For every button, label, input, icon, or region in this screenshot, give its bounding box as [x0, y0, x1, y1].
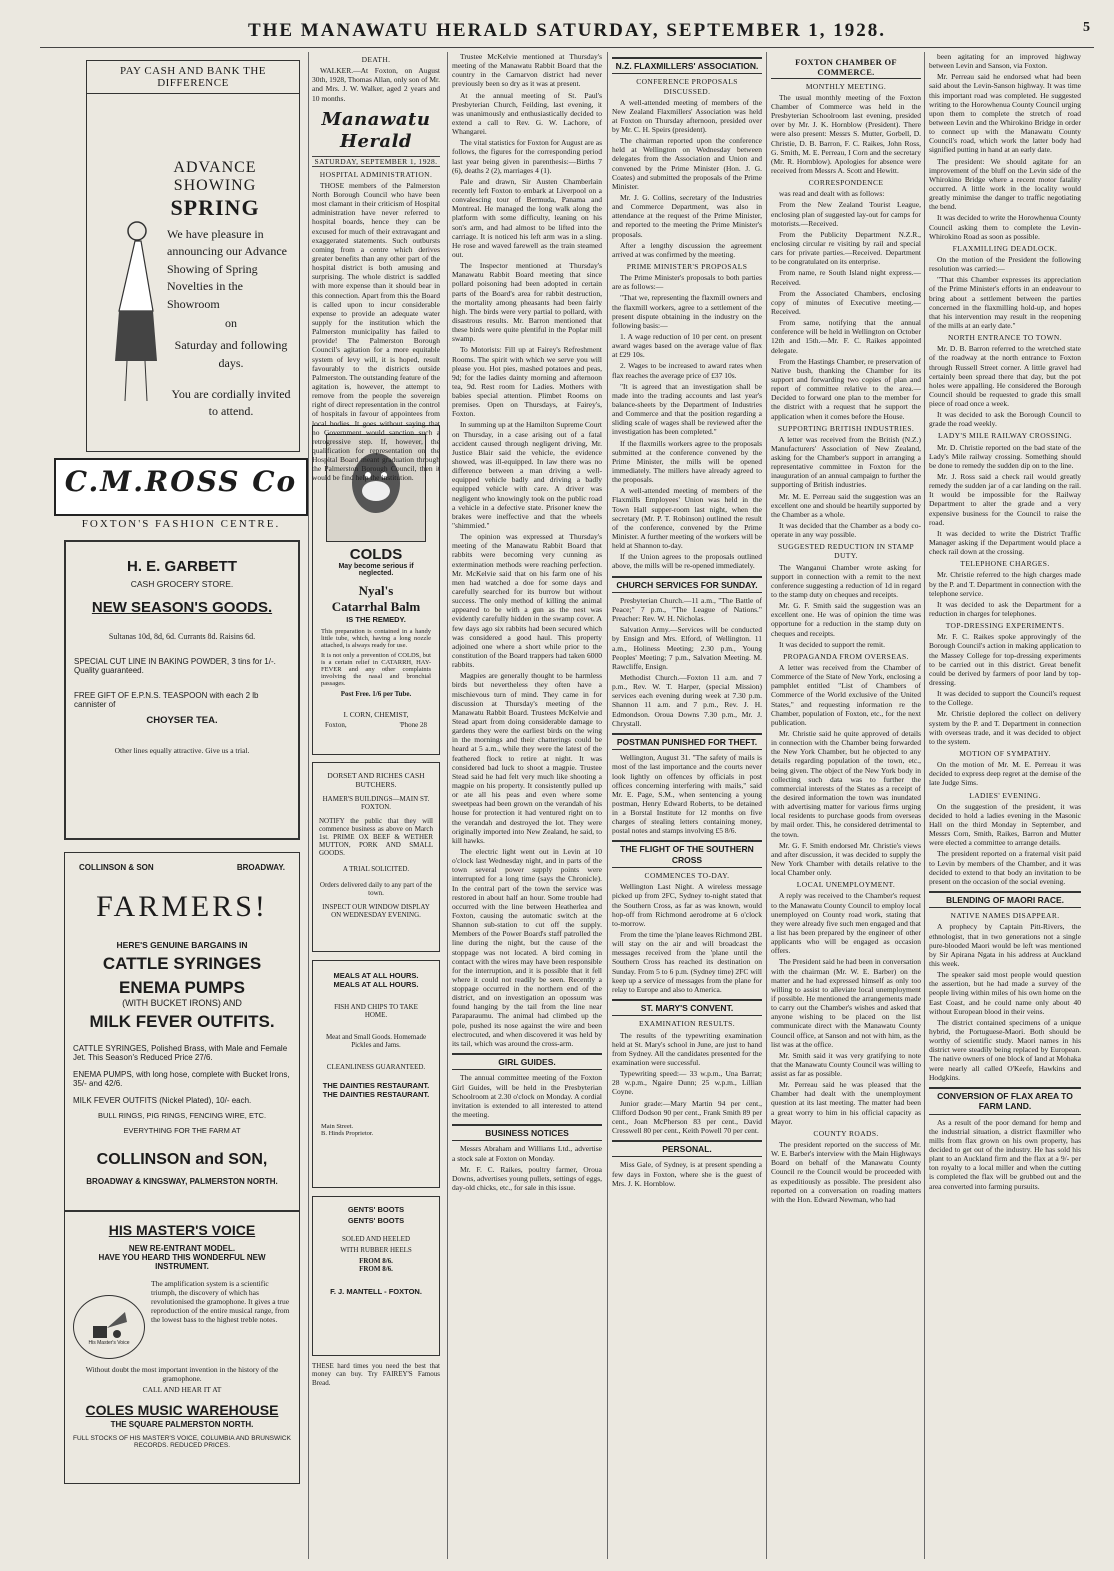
colds-town: Foxton, — [325, 721, 347, 729]
farmers-line2: ENEMA PUMPS — [119, 978, 245, 997]
sympathy-para: On the motion of Mr. M. E. Perreau it was decided to express deep regret at the demise of the late Judge Sims. — [929, 760, 1081, 788]
chamber-para: The usual monthly meeting of the Foxton Chamber of Commerce was held in the Presbyterian Schoolroom last evening, presided over by Mr. J. K. Hornblow (President). There were also present: Messrs S. Mutter, Gorbell, D. Christie, D. B. Barron, F. C. Raikes, John Ross, G. Smith, M. E. Perreau, I Corn and the secretary (Mr. R. Hornblow). Apologies for absence were received from Messrs A. Scott and Hewitt. — [771, 92, 921, 175]
dorset-window: INSPECT OUR WINDOW DISPLAY ON WEDNESDAY EVENING. — [322, 903, 430, 919]
dorset-trial: A TRIAL SOLICITED. — [342, 865, 410, 873]
corr-para: From name, re South Island night express.—Received. — [771, 268, 921, 287]
flaxmillers-subheading: CONFERENCE PROPOSALS DISCUSSED. — [636, 77, 738, 96]
flax-para: The chairman reported upon the conference held at Wellington on Wednesday between delegates from the Association and Union and convened by the Prime Minister (Hon. J. G. Coates) and submitted the proposals of the Prime Minister. — [612, 136, 762, 191]
column-rule — [924, 52, 925, 1559]
postman-article: Wellington, August 31. "The safety of mails is most of the last importance and the courts never look lightly on offences by officials in post offices concerning interfering with mails," said Mr. E. Page, S.M., when sentencing a young postman, Henry Edward Roberts, to be detained in a Borstal Institute for 12 months on five charges of stealing letters containing money, postal notes and stamps involving £5 8/6. — [612, 753, 762, 836]
corr-para: From the New Zealand Tourist League, enclosing plan of suggested lay-out for camps for motorists.—Received. — [771, 200, 921, 228]
column-6 — [771, 52, 921, 1562]
colds-chemist-line — [325, 721, 427, 729]
farmers-headline: FARMERS! — [96, 890, 268, 923]
col7-para: been agitating for an improved highway between Levin and Sanson, via Foxton. — [929, 52, 1081, 71]
col4-para: In summing up at the Hamilton Supreme Court on Thursday, in a case arising out of a fatal accident caused through negligent driving, Mr. Justice Blair said the vehicle, the evidence showed, was ill-equipped. In law there was no difference between a man driving a well-equipped vehicle badly and driving a badly equipped vehicle with care. A driver was negligent who knowingly took on the public road a vehicle in a defective state. Prisoner knew the brakes were ineffective and that the wheels "shimmied." — [452, 420, 602, 531]
hmv-text2: Without doubt the most important invention in the history of the gramophone. — [85, 1365, 279, 1383]
eve-para: On the suggestion of the president, it was decided to hold a ladies evening in the Masonic Hall on the third Monday in September, and Messrs Corn, Smith, Raikes, Barron and Mutter were elected a committee to arrange details. — [929, 801, 1081, 848]
brit-para: A letter was received from the British (N.Z.) Manufacturers' Association of New Zealand, asking for the Chamber's support in arranging a representative committee in Foxton for the inauguration of an annual campaign to further the supporting of British industries. — [771, 434, 921, 490]
convent-para: Junior grade:—Mary Martin 94 per cent., Clifford Dodson 90 per cent., Frank Smith 89 per cent., Joan McPherson 83 per cent., David Cresswell 80 per cent., Keith Powell 70 per cent. — [612, 1098, 762, 1135]
hmv-logo-text: His Master's Voice — [88, 1340, 130, 1346]
over-para: Mr. Christie said he quite approved of details in connection with the Chamber being forwarded the New York Chamber, but he objected to any details regarding population of the town, etc., being given. The object of the New York body in collecting such data was to further the commercial interests of the States as a receipt of the desired information the town was inundated with advertising matter for various firms urging local residents to purchase goods from overseas by mail order. This, he considered detrimental to the town. — [771, 729, 921, 839]
col4-para: The Inspector mentioned at Thursday's Manawatu Rabbit Board meeting that since pollard poisoning had been adopted in certain parts of the Board's area for rabbit destruction, the mortality among pheasants had been fairly high. The birds were very partial to pollard, with disastrous results. Mr. Barron mentioned that these birds were quite plentiful in the Poplar mill swamp. — [452, 261, 602, 344]
north-para: Mr. D. B. Barron referred to the wretched state of the roadway at the north entrance to Foxton through Russell Street corner. A little gravel had certainly been spread there that day, but the pot holes were appalling. He considered the Borough Council should be requested to grade this small piece of road once a week. — [929, 344, 1081, 409]
top-para: Mr. Christie deplored the collect on delivery system by the P. and T. Department in connection with overseas trade, and it was decided to object to the system. — [929, 709, 1081, 746]
unemp-para: The President said he had been in conversation with the chairman (Mr. W. E. Barber) on the matter and he had expressed himself as only too willing to assist to alleviate local unemployment if possible. He mentioned the arrangements made to carry out the Chamber's wishes and asked that anyone wishing to be placed on the list communicate direct with the Manawatu County Council office, at Sanson and not with him, as the list was at the office. — [771, 957, 921, 1049]
church-item: Methodist Church.—Foxton 11 a.m. and 7 p.m., Rev. W. T. Harper, (special Mission) services each evening during week at 7.30 p.m. Shannon 11 a.m. and 7 p.m., Rev. J. H. Edmondson. Oroua Downs 7.30 p.m., Mr. J. Chrystall. — [612, 673, 762, 728]
over-para: A letter was received from the Chamber of Commerce of the State of New York, enclosing a pamphlet entitled "List of Chambers of Commerce of the World exclusive of the United States," and requesting information re the Chamber, population of Foxton, etc., for the next publication. — [771, 663, 921, 727]
col4-para: The opinion was expressed at Thursday's meeting of the Manawatu Rabbit Board that rabbits were becoming very cunning as extermination methods were reaching perfection. Mr. McKelvie said that on his farm one of his men had watched a doe for some days and carefully searched for its burrow but without success. The only method of killing the animal appeared to be with a gun as the nest was evidently carefully hidden in the swamp cover. A few days ago six rabbits had been secured which was considered a good haul. This property adjoined one where a short while prior to the constitution of the Board trappers had taken 6000 rabbits. — [452, 532, 602, 670]
farmers-footer1: COLLINSON and SON, — [96, 1151, 268, 1168]
hmv-sub2: HAVE YOU HEARD THIS WONDERFUL NEW INSTRUMENT. — [98, 1253, 266, 1271]
eve-para: The president reported on a fraternal visit paid to Levin by members of the Chamber, and it was decided to extend to that body an invitation to be present on the occasion of the social evening. — [929, 849, 1081, 886]
hmv-footer2: THE SQUARE PALMERSTON NORTH. — [110, 1420, 254, 1429]
maori-para: The district contained specimens of a unique hybrid, the Portuguese-Maori. Both should be worthy of scientific study. Maori names in his district were steadily being replaced by European. The native owners of one block of land at Mohaka were nearly all called O'Keefe, Hawkins and Hodgkins. — [929, 1017, 1081, 1082]
mile-para: Mr. J. Ross said a check rail would greatly remedy the sudden jar of a car landing on the rail. It would be impossible for the Railway Department to alter the grade and a very expensive business for the Council to raise the road. — [929, 472, 1081, 527]
pm-para: A well-attended meeting of members of the Flaxmills Employees' Union was held in the Town Hall supper-room last night, when the secretary (Mr. P. T. Robinson) outlined the result of the conference, convened by the Prime Minister. A further meeting of the workers will be held at Shannon to-day. — [612, 486, 762, 551]
topdressing-heading: TOP-DRESSING EXPERIMENTS. — [945, 621, 1065, 631]
flax-para: A well-attended meeting of members of the New Zealand Flaxmillers' Association was held at Foxton on Thursday afternoon, presided over by Mr. C. H. Speirs (president). — [612, 97, 762, 135]
dorset-headline: DORSET AND RICHES CASH BUTCHERS. — [327, 771, 425, 789]
ad-spring-h2: SPRING — [170, 195, 260, 220]
ad-garbett — [64, 540, 300, 840]
column-rule — [766, 52, 767, 1559]
farmers-footer2: BROADWAY & KINGSWAY, PALMERSTON NORTH. — [86, 1177, 278, 1186]
col4-para: Trustee McKelvie mentioned at Thursday's meeting of the Manawatu Rabbit Board that the country in the Carnarvon district had never previously been so dry as it was at present. — [452, 52, 602, 89]
masthead — [40, 20, 1094, 48]
column-7 — [929, 52, 1081, 1562]
hmv-footer1: COLES MUSIC WAREHOUSE — [85, 1402, 279, 1418]
north-para: It was decided to ask the Borough Council to grade the road weekly. — [929, 410, 1081, 429]
column-5 — [612, 52, 762, 1562]
ross-tagline: FOXTON'S FASHION CENTRE. — [81, 518, 281, 530]
fashion-figure-illustration — [105, 211, 165, 411]
flight-para: From the time the 'plane leaves Richmond 2BL will stay on the air and will broadcast the messages received from the 'plane until the Southern Cross has reached its destination on Sunday. From 5 to 6 p.m. (Sydney time) 2FC will keep up a service of messages from the plane for relay to Europe and also to America. — [612, 930, 762, 994]
pm-para: If the Union agrees to the proposals outlined above, the mills will be re-opened immediately. — [612, 552, 762, 571]
business-item: Mr. F. C. Raikes, poultry farmer, Oroua Downs, advertises young pullets, settings of eggs, day-old chicks, etc., for sale in this issue. — [452, 1164, 602, 1193]
guides-article: The annual committee meeting of the Foxton Girl Guides, will be held in the Presbyterian Schoolroom at 2.30 o'clock on Monday. A cordial invitation is extended to all interested to attend the meeting. — [452, 1073, 602, 1119]
corr-para: From the Publicity Department N.Z.R., enclosing circular re visiting by rail and special cars for private parties.—Received. Department to be congratulated on its enterprise. — [771, 229, 921, 267]
ad-dorset — [312, 762, 440, 952]
ad-spring-p2: on — [225, 316, 237, 330]
maori-heading: BLENDING OF MAORI RACE. — [929, 891, 1081, 908]
death-notice: WALKER.—At Foxton, on August 30th, 1928, Thomas Allan, only son of Mr. and Mrs. J. W. Walker, aged 2 years and 10 months. — [312, 66, 440, 103]
pm-para: If the flaxmills workers agree to the proposals submitted at the conference convened by the Prime Minister, the mills will be opened immediately. The millers have already agreed to the proposals. — [612, 438, 762, 485]
dainties-f2: B. Hinds Proprietor. — [321, 1130, 374, 1137]
north-entrance-heading: NORTH ENTRANCE TO TOWN. — [947, 333, 1063, 343]
boots-h2: GENTS' BOOTS — [347, 1216, 405, 1225]
personal-article: Miss Gale, of Sydney, is at present spending a few days in Foxton, where she is the guest of Mrs. J. K. Hornblow. — [612, 1160, 762, 1188]
ladys-mile-heading: LADY'S MILE RAILWAY CROSSING. — [938, 431, 1072, 441]
colds-brand2: Catarrhal Balm — [331, 599, 421, 614]
ad-dainties — [312, 960, 440, 1188]
masthead-title: THE MANAWATU HERALD SATURDAY, SEPTEMBER 1, 1928. — [247, 20, 887, 41]
colds-text3: Post Free. 1/6 per Tube. — [340, 690, 412, 698]
dainties-t4: THE DAINTIES RESTAURANT. — [322, 1081, 430, 1090]
british-heading: SUPPORTING BRITISH INDUSTRIES. — [777, 423, 915, 433]
herald-logo: Manawatu Herald — [321, 108, 431, 152]
colds-brand3: IS THE REMEDY. — [346, 615, 406, 624]
unemp-para: Mr. Perreau said he was pleased that the Chamber had dealt with the unemployment question at its last meeting. The matter had been a great worry to him in his official capacity as Mayor. — [771, 1080, 921, 1126]
dainties-t1: FISH AND CHIPS TO TAKE HOME. — [334, 1003, 418, 1019]
col7-para: It was decided to write the Horowhenua County Council asking them to complete the Levin-Whirokino Road as soon as possible. — [929, 213, 1081, 241]
telephone-heading: TELEPHONE CHARGES. — [960, 559, 1050, 569]
garbett-line1: Sultanas 10d, 8d, 6d. Currants 8d. Raisins 6d. — [108, 632, 256, 641]
ad-farmers — [64, 852, 300, 1484]
ad-spring — [86, 60, 300, 452]
farmers-top — [79, 863, 285, 872]
ad-spring-h1: ADVANCE SHOWING — [173, 159, 257, 194]
ad-spring-p3: Saturday and following days. — [174, 338, 288, 370]
dainties-h2: MEALS AT ALL HOURS. — [333, 980, 419, 989]
corr-para: was read and dealt with as follows: — [779, 189, 885, 199]
stamp-para: The Wanganui Chamber wrote asking for support in connection with a remit to the next conference suggesting a reduction of 1d in regard to the stamp duty on cheques and receipts. — [771, 562, 921, 600]
death-heading: DEATH. — [361, 55, 391, 64]
convent-para: Typewriting speed:— 33 w.p.m., Una Barrat; 28 w.p.m., Ngaire Dunn; 25 w.p.m., Lillian Coyne. — [612, 1069, 762, 1097]
col4-para: Magpies are generally thought to be harmless birds but nevertheless they often have a mischievous turn of mind. They came in for discussion at Thursday's meeting of the Manawatu Rabbit Board. Trustees McKelvie and Stead apart from doing considerable damage to gardens they were the earliest birds on the wing in the mornings and their chatterings could be heard at 5 a.m., while they were the latest of the feathered flock to retire at night. It was considered bad luck to shoot a magpie. Trustee Stead said he had felt very much like shooting a magpie on his property. It consistently pulled up or ate all his peas and even where some sweetpeas had been grown on the verandah of his house for protection it had ventured right on to the verandah and destroyed the lot. They were originally imported into New Zealand, he said, to kill hawks. — [452, 671, 602, 845]
dainties-t3: CLEANLINESS GUARANTEED. — [326, 1063, 426, 1071]
church-heading: CHURCH SERVICES FOR SUNDAY. — [612, 576, 762, 593]
page-number: 5 — [1083, 20, 1090, 35]
column-rule — [607, 52, 608, 1559]
hmv-logo — [73, 1295, 145, 1359]
mile-para: Mr. D. Christie reported on the bad state of the Lady's Mile railway crossing. Something should be done to remedy the sudden dip on to the line. — [929, 442, 1081, 470]
ad-boots — [312, 1196, 440, 1356]
col7-para: The president: We should agitate for an improvement of the bluff on the Levin side of the Whirokino Bridge where a recent motor fatality occurred. A little work in the locality would greatly minimise the danger to traffic negotiating the bend. — [929, 156, 1081, 212]
unemp-para: A reply was received to the Chamber's request to the Manawatu County Council to employ local unemployed on County road work, stating that they were already five such men engaged and that a list has been prepared by the engineer of other applicants who will be engaged as occasion offers. — [771, 891, 921, 956]
brit-para: Mr. M. E. Perreau said the suggestion was an excellent one and should be heartily supported by the Chamber as a whole. — [771, 491, 921, 519]
maori-subheading: NATIVE NAMES DISAPPEAR. — [950, 911, 1060, 921]
flaxmillers-heading: N.Z. FLAXMILLERS' ASSOCIATION. — [612, 57, 762, 74]
flight-para: Wellington Last Night. A wireless message picked up from 2FC, Sydney to-night stated that the Southern Cross, as far as was known, would hop-off from Richmond aerodrome at 6 o'clock to-morrow. — [612, 882, 762, 928]
gramophone-dog-icon — [89, 1308, 129, 1340]
stamp-heading: SUGGESTED REDUCTION IN STAMP DUTY. — [777, 542, 915, 561]
hospital-article: THOSE members of the Palmerston North Borough Council who have been most clamant in their criticism of Hospital administration have never referred to hospital boards, hence they can be excused for much of their extravagant and exaggerated statements. Such outbursts coming from a centre which derives greater benefits than any other part of the hospital district is both amusing and surprising. The whole district is saddled with more expense than it should bear in this connection. Apart from this the Board is called upon to incur considerable expense to provide an adequate water supply for the institution which the Palmerston municipality has failed to provide! The Palmerston Borough Council's agitation for a more equitable system of levy will, it is hoped, result favourably to the districts outside Palmerston. The outstanding feature of the agitation is, however, the attempt to remove from the people the sovereign right of direct representation in the control of hospitals in favour of appointees from local bodies. It goes without saying that no Government would sanction such a retrogressive step. If, however, the qualification for representation on the Hospital Board meant graduation through the Palmerston Borough Council, then it would be find help the institution. — [312, 180, 440, 483]
ladies-evening-heading: LADIES' EVENING. — [969, 790, 1041, 800]
garbett-line2: SPECIAL CUT LINE IN BAKING POWDER, 3 tins for 1/-. Quality guaranteed. — [74, 657, 276, 675]
garbett-sub: CASH GROCERY STORE. — [130, 579, 234, 589]
pm-para: 2. Wages to be increased to award rates when flax reaches the average price of £37 10s. — [612, 361, 762, 380]
boots-t2: WITH RUBBER HEELS — [340, 1246, 412, 1254]
farmers-d4: BULL RINGS, PIG RINGS, FENCING WIRE, ETC. — [97, 1111, 267, 1120]
column-rule — [447, 52, 448, 1559]
roads-para: The president reported on the success of Mr. W. E. Barber's interview with the Main Highways Board on behalf of the Manawatu County Council re the Council would be proceeded with as expeditiously as possible. The president also reported on a conversation on roading matters with the Hon. Edward Newman, who had — [771, 1140, 921, 1204]
hmv-footer3: FULL STOCKS OF HIS MASTER'S VOICE, COLUMBIA AND BRUNSWICK RECORDS. REDUCED PRICES. — [73, 1435, 291, 1449]
hmv-headline: HIS MASTER'S VOICE — [108, 1222, 256, 1238]
dainties-f1: Main Street. — [321, 1123, 354, 1130]
flax-para: Mr. J. G. Collins, secretary of the Industries and Commerce Department, was also in attendance at the request of the Prime Minister, and reported to the meeting the Prime Minister's proposals. — [612, 193, 762, 239]
farmers-top-left: COLLINSON & SON — [79, 863, 154, 872]
col4-para: Pale and drawn, Sir Austen Chamberlain recently left Foxton to embark at Liverpool on a convalescing tour of Bermuda, Panama and Montreal. He managed the long walk along the platform with some difficulty, leaning on his son's arm, and had almost to be lifted into the carriage. It is noticed his left arm was in a sling. He rose and waved farewell as the train steamed out. — [452, 176, 602, 259]
business-item: Messrs Abraham and Williams Ltd., advertise a stock sale at Foxton on Monday. — [452, 1144, 602, 1163]
garbett-line4: CHOYSER TEA. — [146, 715, 218, 726]
garbett-line5: Other lines equally attractive. Give us a trial. — [114, 746, 250, 755]
mile-para: It was decided to write the District Traffic Manager asking if the Department would place a check rail down at the crossing. — [929, 528, 1081, 557]
ad-spring-p1: We have pleasure in announcing our Advance Showing of Spring Novelties in the Showroom — [167, 227, 287, 311]
dainties-t5: THE DAINTIES RESTAURANT. — [322, 1090, 430, 1099]
personal-heading: PERSONAL. — [612, 1140, 762, 1157]
sympathy-heading: MOTION OF SYMPATHY. — [959, 748, 1051, 758]
hmv-sub1: NEW RE-ENTRANT MODEL. — [128, 1244, 236, 1253]
brit-para: It was decided that the Chamber as a body co-operate in any way possible. — [771, 521, 921, 540]
pm-para: "That we, representing the flaxmill owners and the flaxmill workers, agree to a settlement of the present dispute obtaining in the industry on the following basis:— — [612, 293, 762, 330]
top-para: It was decided to support the Council's request to the College. — [929, 689, 1081, 708]
farmers-line3: (WITH BUCKET IRONS) AND — [122, 998, 242, 1008]
roads-heading: COUNTY ROADS. — [813, 1128, 879, 1138]
over-para: Mr. G. F. Smith endorsed Mr. Christie's views and after discussion, it was decided to supply the New York Chamber with details relative to the local Chamber only. — [771, 840, 921, 878]
corr-para: From the Hastings Chamber, re preservation of Native bush, thanking the Chamber for its support and forwarding two copies of plan and report of committee relative to the area.—Decided to forward one plan to the member for the district with a request that he support the application when it comes before the House. — [771, 356, 921, 421]
boots-h1: GENTS' BOOTS — [347, 1205, 405, 1214]
col4-para: To Motorists: Fill up at Fairey's Refreshment Rooms. The spirit with which we serve you will please you. Hot pies, mashed potatoes and peas, 9d; for the ladies dainty morning and afternoon tea, 9d. Rest room for Ladies. Mothers with babies special attention. Plimbet Rooms on premises. Open on Thursdays, at Fairey's, Foxton. — [452, 345, 602, 419]
dateline: SATURDAY, SEPTEMBER 1, 1928. — [312, 156, 440, 167]
hmv-text: The amplification system is a scientific triumph, the discovery of which has revolutionised the gramophone. It gives a true reproduction of the entire musical range, from the lowest bass to the highest treble notes. — [151, 1279, 290, 1324]
flight-heading: THE FLIGHT OF THE SOUTHERN CROSS — [612, 840, 762, 868]
maori-para: The speaker said most people would question the assertion, but he had made a survey of the people living within miles of his own home on the East Coast, and he could name only about 40 without European blood in their veins. — [929, 970, 1081, 1016]
tel-para: It was decided to ask the Department for a reduction in charges for telephones. — [929, 599, 1081, 619]
hospital-heading: HOSPITAL ADMINISTRATION. — [319, 169, 433, 179]
boots-t4: FROM 8/6. — [359, 1265, 393, 1273]
church-item: Presbyterian Church.—11 a.m., "The Battle of Peace;" 7 p.m., "The League of Nations." Preacher: Rev. W. H. Nicholas. — [612, 595, 762, 624]
ross-logo: C.M.ROSS Co — [64, 465, 298, 498]
overseas-heading: PROPAGANDA FROM OVERSEAS. — [783, 651, 909, 661]
unemp-para: Mr. Smith said it was very gratifying to note that the Manawatu County Council was willing to assist as far as possible. — [771, 1050, 921, 1079]
deadlock-para: On the motion of the President the following resolution was carried:— — [929, 254, 1081, 274]
dorset-text: NOTIFY the public that they will commence business as above on March 1st. PRIME OX BEEF & WETHER MUTTON, PORK AND SMALL GOODS. — [319, 817, 433, 857]
garbett-line3: FREE GIFT OF E.P.N.S. TEASPOON with each 2 lb cannister of — [74, 691, 259, 709]
pm-para: "It is agreed that an investigation shall be made into the trading accounts and last year's balance-sheets by the Department of Industries and Commerce and that the position regarding a sliding scale of wages shall be reviewed after the investigation has been completed." — [612, 381, 762, 437]
farmers-d3: MILK FEVER OUTFITS (Nickel Plated), 10/- each. — [73, 1096, 252, 1105]
farmers-sub: HERE'S GENUINE BARGAINS IN — [116, 940, 248, 950]
stamp-para: Mr. G. F. Smith said the suggestion was an excellent one. He was of opinion the time was opportune for a reduction in the stamp duty on cheques and receipts. — [771, 601, 921, 638]
postman-heading: POSTMAN PUNISHED FOR THEFT. — [612, 733, 762, 750]
ad-spring-p4: You are cordially invited to attend. — [171, 387, 291, 419]
colds-text1: This preparation is contained in a handy little tube, which, having a long nozzle attached, is always ready for use. — [321, 628, 431, 649]
stamp-para: It was decided to support the remit. — [779, 639, 886, 649]
pm-para: 1. A wage reduction of 10 per cent. on present award wages based on the average value of flax at £29 10s. — [612, 332, 762, 360]
colds-brand1: Nyal's — [358, 583, 394, 598]
correspondence-heading: CORRESPONDENCE — [808, 178, 884, 188]
farmers-line1: CATTLE SYRINGES — [102, 954, 262, 973]
column-3 — [312, 52, 440, 483]
hmv-body — [73, 1279, 291, 1359]
farmers-d2: ENEMA PUMPS, with long hose, complete with Bucket Irons, 35/- and 42/6. — [73, 1070, 290, 1088]
col7-para: Mr. Perreau said he endorsed what had been said about the Levin-Sanson highway. It was time this important road was completed. He suggested writing to the Horowhenua County Council urging upon them to complete the stretch of road between Levin and the Whirokino Bridge in order to connect up with the Manawatu County Council's road, which work the latter body had signified putting in hand at an early date. — [929, 72, 1081, 155]
dainties-t2: Meat and Small Goods. Homemade Pickles and Jams. — [325, 1033, 427, 1049]
pm-proposals-heading: PRIME MINISTER'S PROPOSALS — [626, 262, 748, 272]
deadlock-para: "That this Chamber expresses its appreciation of the Prime Minister's efforts in an endeavour to bring about a settlement between the parties concerned in the flaxmilling hold-up, and hopes that his intervention may result in the reopening of the mills at an early date." — [929, 275, 1081, 330]
conversion-para: As a result of the poor demand for hemp and the industrial situation, a district flaxmiller who mills from flax grown on his own property, has decided to get out of the industry. He has sold his plant to an Auckland firm and the flax at a 9/- per ton royalty to a local miller and when the cutting is completed the flax will be grubbed out and the area converted into farming pursuits. — [929, 1117, 1081, 1191]
col4-para: At the annual meeting of St. Paul's Presbyterian Church, Feilding, last evening, it was unanimously and enthusiastically decided to extend a call to Rev. G. W. Lachore, of Whangarei. — [452, 90, 602, 137]
column-4 — [452, 52, 602, 1562]
colds-phone: 'Phone 28 — [399, 721, 427, 729]
conversion-heading: CONVERSION OF FLAX AREA TO FARM LAND. — [929, 1087, 1081, 1115]
farmers-d1: CATTLE SYRINGES, Polished Brass, with Male and Female Jet. This Season's Reduced Price 27/6. — [73, 1044, 288, 1062]
church-item: Salvation Army.—Services will be conducted by Ensign and Mrs. Elford, of Wellington. 11 a.m., Holiness Meeting; 2.30 p.m., Young Peoples' Meeting; 7 p.m., Salvation Meeting. M. Rawcliffe, Ensign. — [612, 625, 762, 671]
flight-subheading: COMMENCES TO-DAY. — [644, 871, 730, 881]
boots-t1: SOLED AND HEELED — [341, 1235, 411, 1243]
colds-chemist: I. CORN, CHEMIST, — [343, 710, 409, 719]
corr-para: From same, notifying that the annual conference will be held in Wellington on October 12th and 15th.—Mr. F. C. Raikes appointed delegate. — [771, 318, 921, 355]
colds-text2: It is not only a prevention of COLDS, but is a certain relief in CATARRH, HAY-FEVER and any other complaints involving the nasal and bronchial passages. — [321, 652, 431, 687]
deadlock-heading: FLAXMILLING DEADLOCK. — [952, 243, 1058, 253]
boots-footer: F. J. MANTELL - FOXTON. — [330, 1287, 422, 1296]
col4-para: The vital statistics for Foxton for August are as follows, the figures for the corresponding period last year being given in parenthesis:—Births 7 (6), deaths 2 (2), marriages 4 (1). — [452, 138, 602, 175]
dorset-sub: HAMER'S BUILDINGS—MAIN ST. FOXTON. — [322, 795, 430, 811]
farmers-line4: MILK FEVER OUTFITS. — [89, 1012, 275, 1031]
boots-t3: FROM 8/6. — [359, 1257, 393, 1265]
column-rule — [308, 52, 309, 1559]
convent-subheading: EXAMINATION RESULTS. — [638, 1019, 736, 1029]
fairey-bread-note: THESE hard times you need the best that money can buy. Try FAIREY'S Famous Bread. — [312, 1362, 440, 1387]
colds-headline: COLDS — [349, 546, 403, 563]
maori-para: A prophecy by Captain Pitt-Rivers, the ethnologist, that in two generations not a single pure-blooded Maori would be left was mentioned by Sir Apirana Ngata in his address at Auckland this week. — [929, 922, 1081, 969]
ad-ross — [54, 458, 308, 516]
top-para: Mr. F. C. Raikes spoke approvingly of the Borough Council's action in making application to the Massey College for top-dressing experiments to be carried out in this district. Great benefit could be derived by farmers of poor land by top-dressing. — [929, 632, 1081, 687]
chamber-heading: FOXTON CHAMBER OF COMMERCE. — [771, 57, 921, 79]
pm-para: The Prime Minister's proposals to both parties are as follows:— — [612, 273, 762, 292]
garbett-name: H. E. GARBETT — [126, 558, 237, 575]
dorset-orders: Orders delivered daily to any part of the town. — [319, 881, 433, 897]
tel-para: Mr. Christie referred to the high charges made by the P. and T. Department in connection with the telephone service. — [929, 570, 1081, 598]
guides-heading: GIRL GUIDES. — [452, 1053, 602, 1070]
corr-para: From the Associated Chambers, enclosing copy of minutes of Executive meeting.—Received. — [771, 288, 921, 316]
hmv-text3: CALL AND HEAR IT AT — [142, 1385, 222, 1394]
convent-heading: ST. MARY'S CONVENT. — [612, 999, 762, 1016]
col4-para: The electric light went out in Levin at 10 o'clock last Wednesday night, and in parts of the town several power supply points were interrupted for a long time (says the Chronicle). In the central part of the town the service was restored in about half an hour. Some trouble had occurred with the line between Heatherlea and Foxton, causing the automatic switch at the Shannon sub-station to cut off the supply. Members of the Power Board's staff patrolled the line during the night, but the cause of the stoppage was not located. A bird coming in contact with the wires may have been responsible for the interruption, and it is possible that it fell where it could not readily be seen. Recently a stoppage occurred in the northern end of the district, and on investigation an opossum was found hanging by the tail from the line near Paraparaumu. The animal had climbed up the pole, pushed its nose against the wire and been electrocuted, and when discovered it was held by its tail, which was around the cross-arm. — [452, 846, 602, 1048]
unemployment-heading: LOCAL UNEMPLOYMENT. — [796, 880, 896, 890]
farmers-top-right: BROADWAY. — [236, 863, 285, 872]
colds-sub: May become serious if neglected. — [338, 563, 414, 577]
chamber-subheading: MONTHLY MEETING. — [805, 81, 887, 91]
ad-spring-top: PAY CASH AND BANK THE DIFFERENCE — [87, 61, 299, 94]
garbett-headline: NEW SEASON'S GOODS. — [91, 599, 273, 616]
convent-para: The results of the typewriting examination held at St. Mary's school in June, are just to hand from Sydney. All the candidates presented for the examination were successful. — [612, 1030, 762, 1067]
dainties-h1: MEALS AT ALL HOURS. — [333, 971, 419, 980]
farmers-d5: EVERYTHING FOR THE FARM AT — [123, 1126, 241, 1135]
business-heading: BUSINESS NOTICES — [452, 1124, 602, 1141]
flax-para: After a lengthy discussion the agreement arrived at was confirmed by the meeting. — [612, 240, 762, 259]
